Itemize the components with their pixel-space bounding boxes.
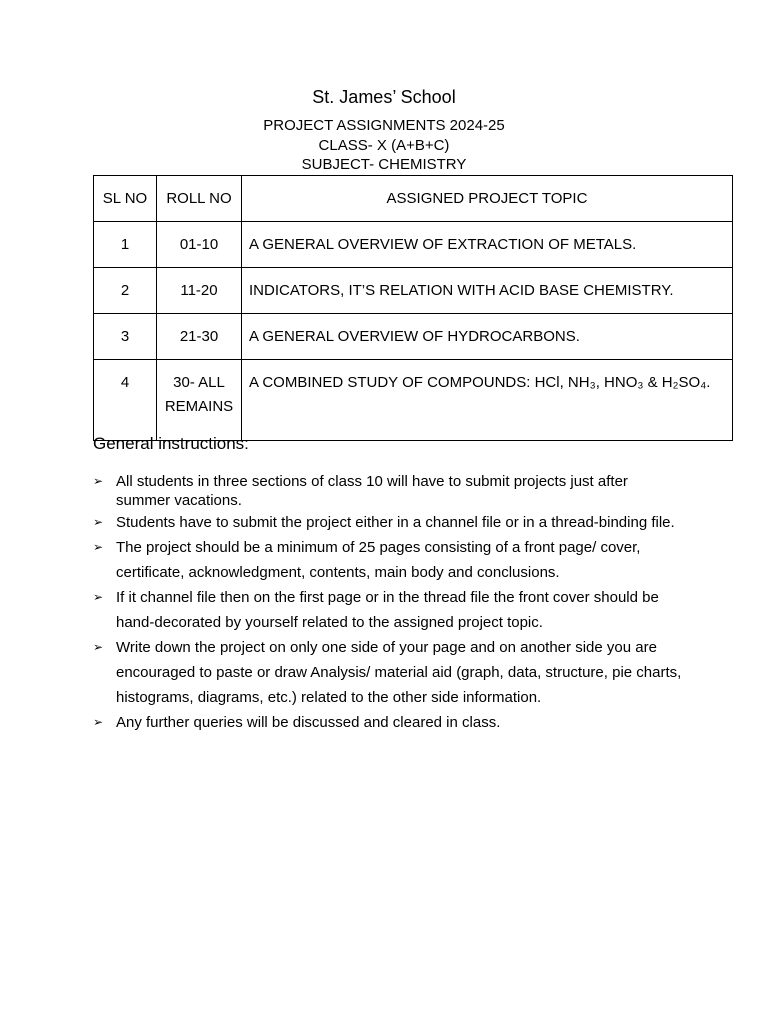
table-row (94, 268, 733, 314)
instructions-title: General instructions: (93, 434, 249, 453)
instruction-text: The project should be a minimum of 25 pages consisting of a front page/ cover, certificate, acknowledgment, contents, main body and conclusions. (116, 539, 641, 581)
cell-topic: INDICATORS, IT’S RELATION WITH ACID BASE CHEMISTRY. (242, 268, 733, 314)
cell-topic: A GENERAL OVERVIEW OF HYDROCARBONS. (242, 314, 733, 360)
column-header-roll-no: ROLL NO (157, 176, 242, 222)
instruction-text: Write down the project on only one side of your page and on another side you are encouraged to paste or draw Analysis/ material aid (graph, data, structure, pie charts, histograms, diagrams, etc.) related to the other side information. (116, 639, 682, 706)
arrow-bullet-icon: ➢ (93, 515, 104, 529)
subject-heading: SUBJECT- CHEMISTRY (301, 156, 467, 173)
list-item (93, 510, 683, 535)
instructions-list (93, 470, 683, 735)
instruction-text: All students in three sections of class 10 will have to submit projects just after summer vacations. (116, 473, 628, 509)
list-item (93, 585, 683, 635)
column-header-sl-no: SL NO (94, 176, 157, 222)
cell-roll: 11-20 (157, 268, 242, 314)
list-item (93, 710, 683, 735)
cell-sl: 3 (94, 314, 157, 360)
list-item (93, 535, 683, 585)
arrow-bullet-icon: ➢ (93, 590, 104, 604)
table-row (94, 360, 733, 441)
cell-sl: 4 (94, 360, 157, 441)
arrow-bullet-icon: ➢ (93, 540, 104, 554)
arrow-bullet-icon: ➢ (93, 640, 104, 654)
cell-roll: 21-30 (157, 314, 242, 360)
class-heading: CLASS- X (A+B+C) (318, 137, 450, 154)
cell-roll (157, 360, 242, 441)
cell-sl: 1 (94, 222, 157, 268)
list-item (93, 635, 683, 710)
instruction-text: Any further queries will be discussed and cleared in class. (116, 714, 501, 731)
assignment-table (93, 175, 733, 441)
table-row (94, 314, 733, 360)
cell-topic: A GENERAL OVERVIEW OF EXTRACTION OF METALS. (242, 222, 733, 268)
arrow-bullet-icon: ➢ (93, 474, 104, 488)
cell-roll-line2: REMAINS (164, 398, 234, 415)
list-item (93, 470, 683, 510)
cell-roll-line1: 30- ALL (173, 374, 225, 391)
table-row (94, 222, 733, 268)
instruction-text: If it channel file then on the first page or in the thread file the front cover should be hand-decorated by yourself related to the assigned project topic. (116, 589, 659, 631)
assignment-heading: PROJECT ASSIGNMENTS 2024-25 (263, 117, 505, 134)
cell-roll: 01-10 (157, 222, 242, 268)
table-header-row (94, 176, 733, 222)
cell-topic: A COMBINED STUDY OF COMPOUNDS: HCl, NH₃, HNO₃ & H₂SO₄. (242, 360, 733, 441)
arrow-bullet-icon: ➢ (93, 715, 104, 729)
instruction-text: Students have to submit the project either in a channel file or in a thread-binding file. (116, 514, 675, 531)
column-header-topic: ASSIGNED PROJECT TOPIC (242, 176, 733, 222)
cell-sl: 2 (94, 268, 157, 314)
school-name: St. James’ School (312, 87, 456, 107)
